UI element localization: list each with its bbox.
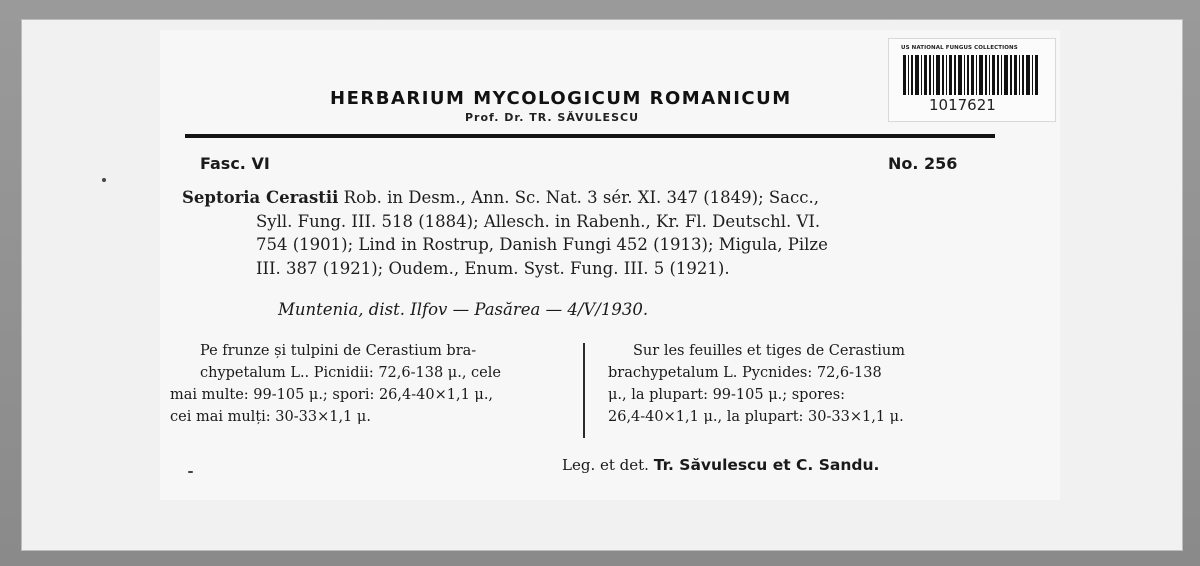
- barcode-icon: [903, 55, 1041, 95]
- citation-line: [182, 186, 997, 210]
- dust-speck: [188, 471, 193, 473]
- species-name: Septoria Cerastii: [182, 188, 339, 207]
- collector-names: Tr. Săvulescu et C. Sandu.: [653, 456, 880, 474]
- description-line: Pe frunze și tulpini de Cerastium bra-: [200, 343, 477, 359]
- citation-text: Rob. in Desm., Ann. Sc. Nat. 3 sér. XI. 347 (1849); Sacc.,: [338, 188, 819, 207]
- description-line: 26,4-40×1,1 μ., la plupart: 30-33×1,1 μ.: [608, 409, 904, 425]
- description-line: cei mai mulți: 30-33×1,1 μ.: [170, 409, 371, 425]
- collection-locality: Muntenia, dist. Ilfov — Pasărea — 4/V/1930.: [278, 300, 649, 319]
- description-line: μ., la plupart: 99-105 μ.; spores:: [608, 387, 846, 403]
- column-divider: [583, 343, 585, 438]
- collector-line: [562, 456, 879, 474]
- description-line: mai multe: 99-105 μ.; spori: 26,4-40×1,1 μ.,: [170, 387, 494, 403]
- barcode-caption: US NATIONAL FUNGUS COLLECTIONS: [901, 45, 1018, 51]
- description-line: Sur les feuilles et tiges de Cerastium: [633, 343, 906, 359]
- herbarium-subtitle: Prof. Dr. TR. SĂVULESCU: [465, 111, 640, 124]
- barcode-label: [888, 38, 1056, 122]
- specimen-number: No. 256: [888, 154, 958, 173]
- description-romanian: [170, 340, 560, 428]
- description-line: chypetalum L.. Picnidii: 72,6-138 μ., cele: [200, 365, 501, 381]
- taxonomic-citation: [182, 186, 997, 280]
- citation-line: 754 (1901); Lind in Rostrup, Danish Fungi 452 (1913); Migula, Pilze: [256, 235, 828, 254]
- barcode-number: 1017621: [929, 96, 996, 114]
- citation-line: III. 387 (1921); Oudem., Enum. Syst. Fung. III. 5 (1921).: [256, 258, 730, 278]
- description-line: brachypetalum L. Pycnides: 72,6-138: [608, 365, 882, 381]
- fascicle-label: Fasc. VI: [200, 154, 270, 173]
- header-rule: [185, 134, 995, 138]
- collector-prefix: Leg. et det.: [562, 456, 649, 474]
- description-french: [608, 340, 998, 428]
- dust-speck: [102, 178, 106, 182]
- herbarium-title: HERBARIUM MYCOLOGICUM ROMANICUM: [330, 88, 792, 109]
- citation-line: Syll. Fung. III. 518 (1884); Allesch. in Rabenh., Kr. Fl. Deutschl. VI.: [256, 211, 821, 231]
